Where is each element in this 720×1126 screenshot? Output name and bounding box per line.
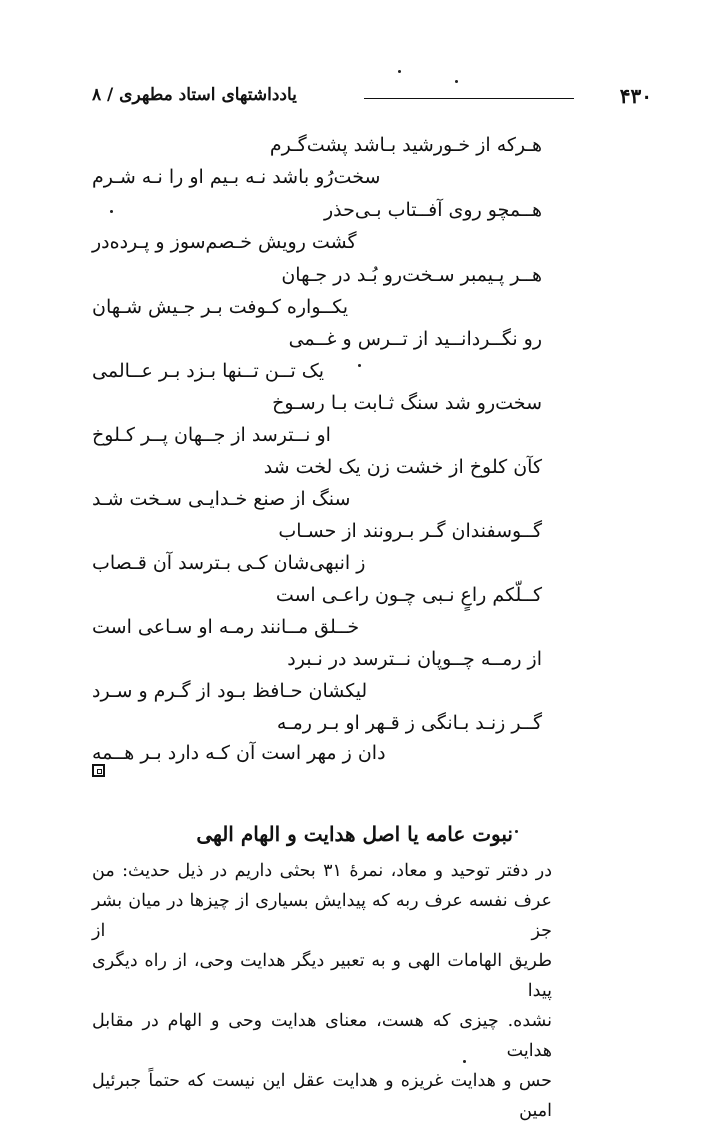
- verse-line: او نــترسد از جــهان پــر کـلوخ: [92, 424, 331, 446]
- verse-line: هــر پـیمبر سـخت‌رو بُـد در جـهان: [281, 264, 542, 286]
- verse-line: گــر زنـد بـانگی ز قـهر او بـر رمـه: [276, 712, 542, 734]
- verse-line: سخت‌رُو باشد نـه بـیم او را نـه شـرم: [92, 166, 381, 188]
- verse-line: دان ز مهر است آن کـه دارد بـر هــمه: [92, 742, 386, 764]
- verse-line: گــوسفندان گـر بـرونند از حسـاب: [278, 520, 542, 542]
- scan-speck: [463, 1060, 466, 1063]
- verse-line: سخت‌رو شد سنگ ثـابت بـا رسـوخ: [272, 392, 542, 414]
- verse-line: کــلّکم راعٍ نـبی چـون راعـی است: [275, 584, 542, 606]
- verse-line: هـرکه از خـورشید بـاشد پشت‌گـرم: [269, 134, 542, 156]
- scan-speck: [455, 80, 458, 83]
- paragraph-line: عرف نفسه عرف ربه که پیدایش بسیاری از چیزها در میان بشر جز از: [92, 891, 552, 941]
- scan-speck: [358, 364, 361, 367]
- section-heading: نبوت عامه یا اصل هدایت و الهام الهی: [196, 822, 513, 846]
- verse-line: رو نگــردانــید از تــرس و غــمی: [288, 328, 542, 350]
- page-number: ۴۳۰: [619, 84, 652, 108]
- scan-speck: [515, 830, 518, 833]
- paragraph-line: نشده. چیزی که هست، معنای هدایت وحی و الهام در مقابل هدایت: [92, 1011, 552, 1061]
- verse-line: یک تــن تــنها بـزد بـر عــالمی: [92, 360, 325, 382]
- body-paragraph: [92, 856, 552, 1126]
- verse-line: گشت رویش خـصم‌سوز و پـرده‌در: [92, 231, 357, 253]
- verse-line: کآن کلوخ از خشت زن یک لخت شد: [263, 456, 542, 478]
- verse-line: از رمــه چــوپان نــترسد در نـبرد: [287, 648, 542, 670]
- scan-speck: [398, 70, 401, 73]
- verse-line: یکــواره کـوفت بـر جـیش شـهان: [92, 296, 349, 318]
- verse-line: خــلق مــانند رمـه او سـاعی است: [92, 616, 360, 638]
- header-rule: [364, 98, 574, 99]
- verse-line: سنگ از صنع خـدایـی سـخت شـد: [92, 488, 351, 510]
- verse-line: هــمچو روی آفــتاب بـی‌حذر: [323, 199, 542, 221]
- page-header: [92, 84, 652, 114]
- verse-line: ز انبهی‌شان کـی بـترسد آن قـصاب: [92, 552, 366, 574]
- running-title: یادداشتهای استاد مطهری / ۸: [92, 85, 297, 105]
- end-mark-icon: [92, 764, 105, 777]
- paragraph-line: طریق الهامات الهی و به تعبیر دیگر هدایت وحی، از راه دیگری پیدا: [92, 951, 552, 1001]
- verse-line: لیکشان حـافظ بـود از گـرم و سـرد: [92, 680, 368, 702]
- scan-speck: [110, 210, 113, 213]
- paragraph-line: حس و هدایت غریزه و هدایت عقل این نیست که حتماً جبرئیل امین: [92, 1071, 552, 1121]
- paragraph-line: در دفتر توحید و معاد، نمرهٔ ۳۱ بحثی داریم در ذیل حدیث: من: [92, 861, 553, 881]
